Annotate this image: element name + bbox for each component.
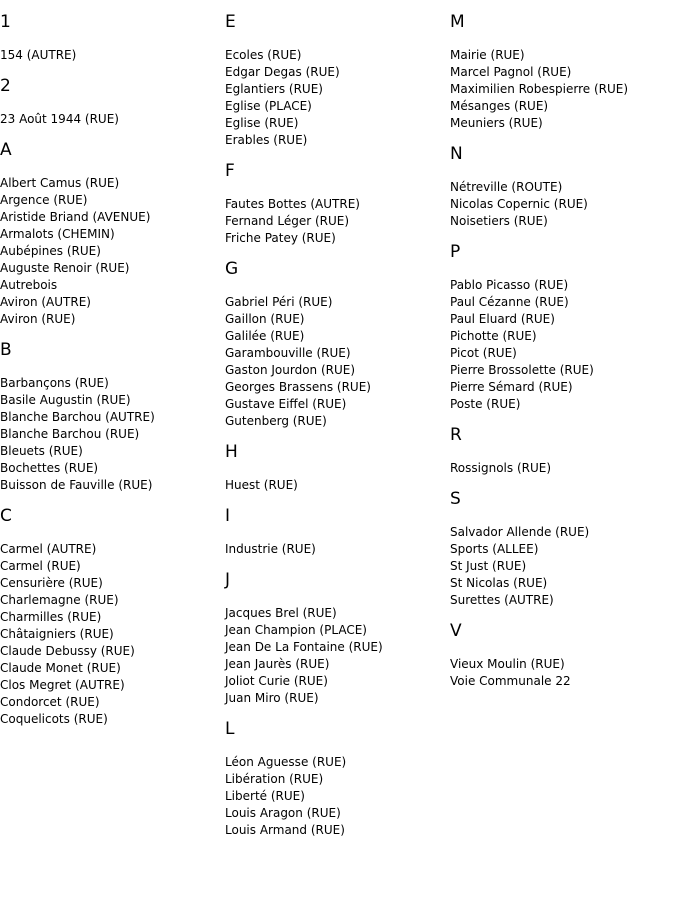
street-item	[0, 443, 224, 460]
letter-section	[225, 570, 449, 707]
street-item	[0, 426, 224, 443]
street-item	[0, 575, 224, 592]
letter-section	[0, 76, 224, 128]
street-item	[450, 558, 674, 575]
street-item	[450, 379, 674, 396]
street-link[interactable]: Blanche Barchou (AUTRE)	[0, 410, 155, 424]
street-item	[225, 771, 449, 788]
street-list	[450, 656, 674, 690]
street-link[interactable]: Nétreville (ROUTE)	[450, 180, 563, 194]
letter-heading: V	[450, 621, 462, 641]
street-link[interactable]: Aviron (RUE)	[0, 312, 76, 326]
street-link[interactable]: Jacques Brel (RUE)	[225, 606, 337, 620]
street-item	[450, 592, 674, 609]
street-link[interactable]: Jean Jaurès (RUE)	[225, 657, 330, 671]
street-item	[0, 558, 224, 575]
street-item	[0, 460, 224, 477]
street-link[interactable]: Pierre Brossolette (RUE)	[450, 363, 594, 377]
street-link[interactable]: Galilée (RUE)	[225, 329, 305, 343]
street-item	[0, 47, 224, 64]
street-link[interactable]: Paul Eluard (RUE)	[450, 312, 555, 326]
street-item	[225, 690, 449, 707]
street-item	[0, 243, 224, 260]
street-item	[450, 277, 674, 294]
street-item	[225, 81, 449, 98]
street-link[interactable]: Coquelicots (RUE)	[0, 712, 108, 726]
street-link[interactable]: Léon Aguesse (RUE)	[225, 755, 347, 769]
street-item	[0, 409, 224, 426]
street-list	[0, 175, 224, 328]
letter-section	[0, 140, 224, 328]
letter-section	[450, 242, 674, 413]
letter-heading: E	[225, 12, 236, 32]
street-item	[225, 379, 449, 396]
street-link[interactable]: Liberté (RUE)	[225, 789, 305, 803]
street-item	[450, 311, 674, 328]
letter-section	[225, 161, 449, 247]
street-link[interactable]: Nicolas Copernic (RUE)	[450, 197, 588, 211]
street-link[interactable]: Fautes Bottes (AUTRE)	[225, 197, 360, 211]
letter-heading: L	[225, 719, 235, 739]
letter-heading: M	[450, 12, 465, 32]
street-item	[0, 477, 224, 494]
letter-heading: C	[0, 506, 12, 526]
street-link[interactable]: Barbançons (RUE)	[0, 376, 109, 390]
street-link[interactable]: St Nicolas (RUE)	[450, 576, 548, 590]
street-item	[225, 311, 449, 328]
street-link[interactable]: Blanche Barchou (RUE)	[0, 427, 140, 441]
street-link[interactable]: Friche Patey (RUE)	[225, 231, 336, 245]
street-link[interactable]: Picot (RUE)	[450, 346, 517, 360]
street-link[interactable]: Erables (RUE)	[225, 133, 308, 147]
street-item	[225, 805, 449, 822]
street-item	[450, 81, 674, 98]
street-list	[225, 477, 449, 494]
street-item	[0, 192, 224, 209]
street-item	[0, 392, 224, 409]
street-item	[225, 132, 449, 149]
street-link[interactable]: Libération (RUE)	[225, 772, 324, 786]
street-link[interactable]: Eglantiers (RUE)	[225, 82, 323, 96]
street-item	[0, 660, 224, 677]
street-item	[225, 396, 449, 413]
street-item	[0, 311, 224, 328]
street-item	[225, 328, 449, 345]
street-link[interactable]: Gaillon (RUE)	[225, 312, 305, 326]
letter-heading: A	[0, 140, 12, 160]
street-item	[0, 277, 224, 294]
letter-heading: G	[225, 259, 239, 279]
street-link[interactable]: Aubépines (RUE)	[0, 244, 101, 258]
street-item	[0, 643, 224, 660]
letter-heading: B	[0, 340, 12, 360]
letter-heading: J	[225, 570, 231, 590]
letter-section	[225, 12, 449, 149]
street-item	[225, 673, 449, 690]
letter-section	[450, 12, 674, 132]
street-item	[225, 477, 449, 494]
street-link[interactable]: Autrebois	[0, 278, 58, 292]
street-link[interactable]: Mésanges (RUE)	[450, 99, 549, 113]
letter-heading: 2	[0, 76, 11, 96]
street-item	[450, 213, 674, 230]
street-link[interactable]: Meuniers (RUE)	[450, 116, 543, 130]
street-link[interactable]: Fernand Léger (RUE)	[225, 214, 350, 228]
letter-heading: H	[225, 442, 238, 462]
letter-section	[225, 719, 449, 839]
letter-section	[450, 489, 674, 609]
street-item	[450, 362, 674, 379]
letter-section	[0, 340, 224, 494]
street-link[interactable]: Albert Camus (RUE)	[0, 176, 120, 190]
street-item	[450, 47, 674, 64]
street-link[interactable]: Gustave Eiffel (RUE)	[225, 397, 347, 411]
street-link[interactable]: Pablo Picasso (RUE)	[450, 278, 569, 292]
street-item	[225, 413, 449, 430]
letter-heading: 1	[0, 12, 11, 32]
street-link[interactable]: Auguste Renoir (RUE)	[0, 261, 130, 275]
street-link[interactable]: Condorcet (RUE)	[0, 695, 100, 709]
street-item	[225, 196, 449, 213]
street-item	[0, 111, 224, 128]
street-link[interactable]: Mairie (RUE)	[450, 48, 525, 62]
street-item	[450, 328, 674, 345]
street-link[interactable]: Garambouville (RUE)	[225, 346, 351, 360]
street-link[interactable]: Charmilles (RUE)	[0, 610, 102, 624]
street-item	[0, 694, 224, 711]
street-link[interactable]: Paul Cézanne (RUE)	[450, 295, 569, 309]
street-link[interactable]: Carmel (AUTRE)	[0, 542, 97, 556]
street-item	[225, 622, 449, 639]
street-link[interactable]: Pichotte (RUE)	[450, 329, 537, 343]
street-link[interactable]: Carmel (RUE)	[0, 559, 81, 573]
street-list	[225, 605, 449, 707]
street-item	[225, 47, 449, 64]
street-item	[225, 822, 449, 839]
street-item	[225, 541, 449, 558]
index-column-2	[225, 0, 449, 849]
street-link[interactable]: Châtaigniers (RUE)	[0, 627, 114, 641]
street-item	[225, 754, 449, 771]
street-item	[225, 656, 449, 673]
street-link[interactable]: Huest (RUE)	[225, 478, 298, 492]
street-link[interactable]: Bochettes (RUE)	[0, 461, 99, 475]
street-link[interactable]: Surettes (AUTRE)	[450, 593, 554, 607]
street-item	[225, 605, 449, 622]
street-link[interactable]: Ecoles (RUE)	[225, 48, 302, 62]
index-column-3	[450, 0, 674, 700]
street-link[interactable]: Georges Brassens (RUE)	[225, 380, 371, 394]
street-item	[225, 230, 449, 247]
street-item	[0, 711, 224, 728]
street-list	[0, 541, 224, 728]
street-item	[450, 294, 674, 311]
street-item	[0, 375, 224, 392]
street-link[interactable]: Claude Monet (RUE)	[0, 661, 121, 675]
street-item	[450, 673, 674, 690]
street-item	[450, 575, 674, 592]
street-item	[0, 609, 224, 626]
letter-section	[225, 442, 449, 494]
street-list	[0, 375, 224, 494]
letter-section	[0, 12, 224, 64]
letter-heading: F	[225, 161, 235, 181]
street-item	[225, 294, 449, 311]
street-link[interactable]: Aviron (AUTRE)	[0, 295, 91, 309]
street-item	[0, 592, 224, 609]
street-link[interactable]: Edgar Degas (RUE)	[225, 65, 340, 79]
street-item	[225, 788, 449, 805]
street-item	[225, 98, 449, 115]
street-link[interactable]: Industrie (RUE)	[225, 542, 316, 556]
street-list	[450, 460, 674, 477]
street-item	[0, 541, 224, 558]
street-link[interactable]: Salvador Allende (RUE)	[450, 525, 590, 539]
street-item	[450, 98, 674, 115]
street-item	[450, 541, 674, 558]
street-link[interactable]: Pierre Sémard (RUE)	[450, 380, 573, 394]
street-link[interactable]: Louis Armand (RUE)	[225, 823, 345, 837]
street-link[interactable]: Jean De La Fontaine (RUE)	[225, 640, 383, 654]
street-link[interactable]: Louis Aragon (RUE)	[225, 806, 341, 820]
street-list	[0, 47, 224, 64]
street-link[interactable]: Argence (RUE)	[0, 193, 88, 207]
street-link[interactable]: Censurière (RUE)	[0, 576, 103, 590]
street-list	[450, 524, 674, 609]
street-link[interactable]: Eglise (PLACE)	[225, 99, 312, 113]
street-link[interactable]: 154 (AUTRE)	[0, 48, 77, 62]
street-link[interactable]: Armalots (CHEMIN)	[0, 227, 115, 241]
street-item	[225, 362, 449, 379]
street-list	[450, 179, 674, 230]
street-link[interactable]: Joliot Curie (RUE)	[225, 674, 328, 688]
street-item	[450, 345, 674, 362]
letter-section	[0, 506, 224, 728]
letter-section	[450, 621, 674, 690]
street-item	[450, 524, 674, 541]
street-link[interactable]: 23 Août 1944 (RUE)	[0, 112, 119, 126]
street-item	[450, 196, 674, 213]
street-link[interactable]: Claude Debussy (RUE)	[0, 644, 135, 658]
letter-section	[225, 506, 449, 558]
street-link[interactable]: Poste (RUE)	[450, 397, 521, 411]
street-list	[450, 47, 674, 132]
street-link[interactable]: Gutenberg (RUE)	[225, 414, 327, 428]
letter-section	[450, 425, 674, 477]
street-link[interactable]: Buisson de Fauville (RUE)	[0, 478, 153, 492]
street-item	[0, 626, 224, 643]
street-item	[0, 226, 224, 243]
letter-section	[225, 259, 449, 430]
street-list	[225, 294, 449, 430]
street-link[interactable]: St Just (RUE)	[450, 559, 527, 573]
street-link[interactable]: Maximilien Robespierre (RUE)	[450, 82, 629, 96]
street-link[interactable]: Rossignols (RUE)	[450, 461, 552, 475]
street-link[interactable]: Aristide Briand (AVENUE)	[0, 210, 151, 224]
street-link[interactable]: Marcel Pagnol (RUE)	[450, 65, 572, 79]
street-item	[450, 64, 674, 81]
street-link[interactable]: Gabriel Péri (RUE)	[225, 295, 333, 309]
street-item	[225, 64, 449, 81]
street-link[interactable]: Clos Megret (AUTRE)	[0, 678, 125, 692]
letter-heading: R	[450, 425, 462, 445]
street-item	[450, 179, 674, 196]
street-list	[225, 754, 449, 839]
street-list	[225, 196, 449, 247]
letter-heading: S	[450, 489, 461, 509]
letter-heading: I	[225, 506, 231, 526]
street-item	[225, 115, 449, 132]
street-item	[450, 396, 674, 413]
street-link[interactable]: Bleuets (RUE)	[0, 444, 83, 458]
street-item	[0, 260, 224, 277]
street-link[interactable]: Voie Communale 22	[450, 674, 571, 688]
street-item	[0, 209, 224, 226]
street-list	[225, 541, 449, 558]
index-column-1	[0, 0, 224, 738]
street-list	[450, 277, 674, 413]
street-item	[450, 460, 674, 477]
street-item	[0, 294, 224, 311]
street-list	[225, 47, 449, 149]
street-link[interactable]: Jean Champion (PLACE)	[225, 623, 367, 637]
street-link[interactable]: Sports (ALLEE)	[450, 542, 539, 556]
letter-section	[450, 144, 674, 230]
street-link[interactable]: Noisetiers (RUE)	[450, 214, 548, 228]
street-link[interactable]: Gaston Jourdon (RUE)	[225, 363, 356, 377]
street-link[interactable]: Eglise (RUE)	[225, 116, 299, 130]
street-link[interactable]: Juan Miro (RUE)	[225, 691, 319, 705]
street-item	[450, 115, 674, 132]
street-link[interactable]: Charlemagne (RUE)	[0, 593, 119, 607]
letter-heading: P	[450, 242, 461, 262]
street-item	[0, 677, 224, 694]
street-link[interactable]: Basile Augustin (RUE)	[0, 393, 131, 407]
street-item	[0, 175, 224, 192]
street-item	[225, 639, 449, 656]
street-item	[225, 345, 449, 362]
letter-heading: N	[450, 144, 463, 164]
street-link[interactable]: Vieux Moulin (RUE)	[450, 657, 565, 671]
street-item	[450, 656, 674, 673]
street-list	[0, 111, 224, 128]
street-item	[225, 213, 449, 230]
